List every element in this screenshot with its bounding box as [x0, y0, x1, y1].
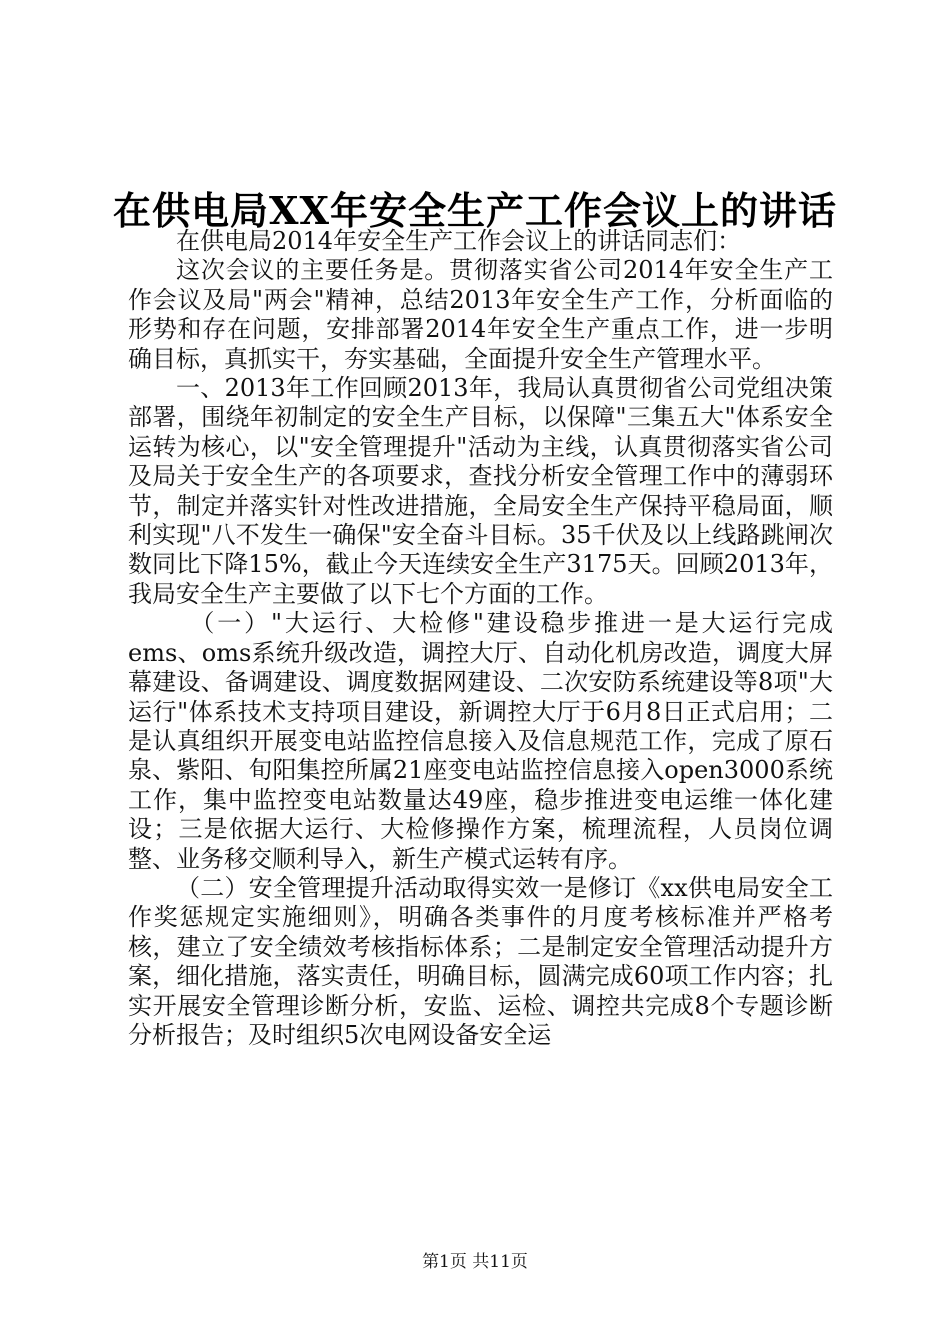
document-body [128, 227, 833, 1050]
document-title: 在供电局XX年安全生产工作会议上的讲话 [113, 188, 837, 233]
paragraph-intro: 这次会议的主要任务是。贯彻落实省公司2014年安全生产工作会议及局"两会"精神，总结2013年安全生产工作，分析面临的形势和存在问题，安排部署2014年安全生产重点工作，进一步明确目标，真抓实干，夯实基础，全面提升安全生产管理水平。 [128, 256, 833, 373]
paragraph-section-1: （一）"大运行、大检修"建设稳步推进一是大运行完成ems、oms系统升级改造，调控大厅、自动化机房改造，调度大屏幕建设、备调建设、调度数据网建设、二次安防系统建设等8项"大运行"体系技术支持项目建设，新调控大厅于6月8日正式启用；二是认真组织开展变电站监控信息接入及信息规范工作，完成了原石泉、紫阳、旬阳集控所属21座变电站监控信息接入open3000系统工作，集中监控变电站数量达49座，稳步推进变电运维一体化建设；三是依据大运行、大检修操作方案，梳理流程，人员岗位调整、业务移交顺利导入，新生产模式运转有序。 [128, 609, 833, 873]
paragraph-section-2: （二）安全管理提升活动取得实效一是修订《xx供电局安全工作奖惩规定实施细则》，明确各类事件的月度考核标准并严格考核，建立了安全绩效考核指标体系；二是制定安全管理活动提升方案，细化措施，落实责任，明确目标，圆满完成60项工作内容；扎实开展安全管理诊断分析，安监、运检、调控共完成8个专题诊断分析报告；及时组织5次电网设备安全运 [128, 873, 833, 1049]
page-number-footer: 第1页 共11页 [422, 1252, 528, 1272]
paragraph-review: 一、2013年工作回顾2013年，我局认真贯彻省公司党组决策部署，围绕年初制定的安全生产目标，以保障"三集五大"体系安全运转为核心，以"安全管理提升"活动为主线，认真贯彻落实省公司及局关于安全生产的各项要求，查找分析安全管理工作中的薄弱环节，制定并落实针对性改进措施，全局安全生产保持平稳局面，顺利实现"八不发生一确保"安全奋斗目标。35千伏及以上线路跳闸次数同比下降15%，截止今天连续安全生产3175天。回顾2013年，我局安全生产主要做了以下七个方面的工作。 [128, 374, 833, 608]
paragraph-greeting: 在供电局2014年安全生产工作会议上的讲话同志们： [176, 227, 742, 255]
